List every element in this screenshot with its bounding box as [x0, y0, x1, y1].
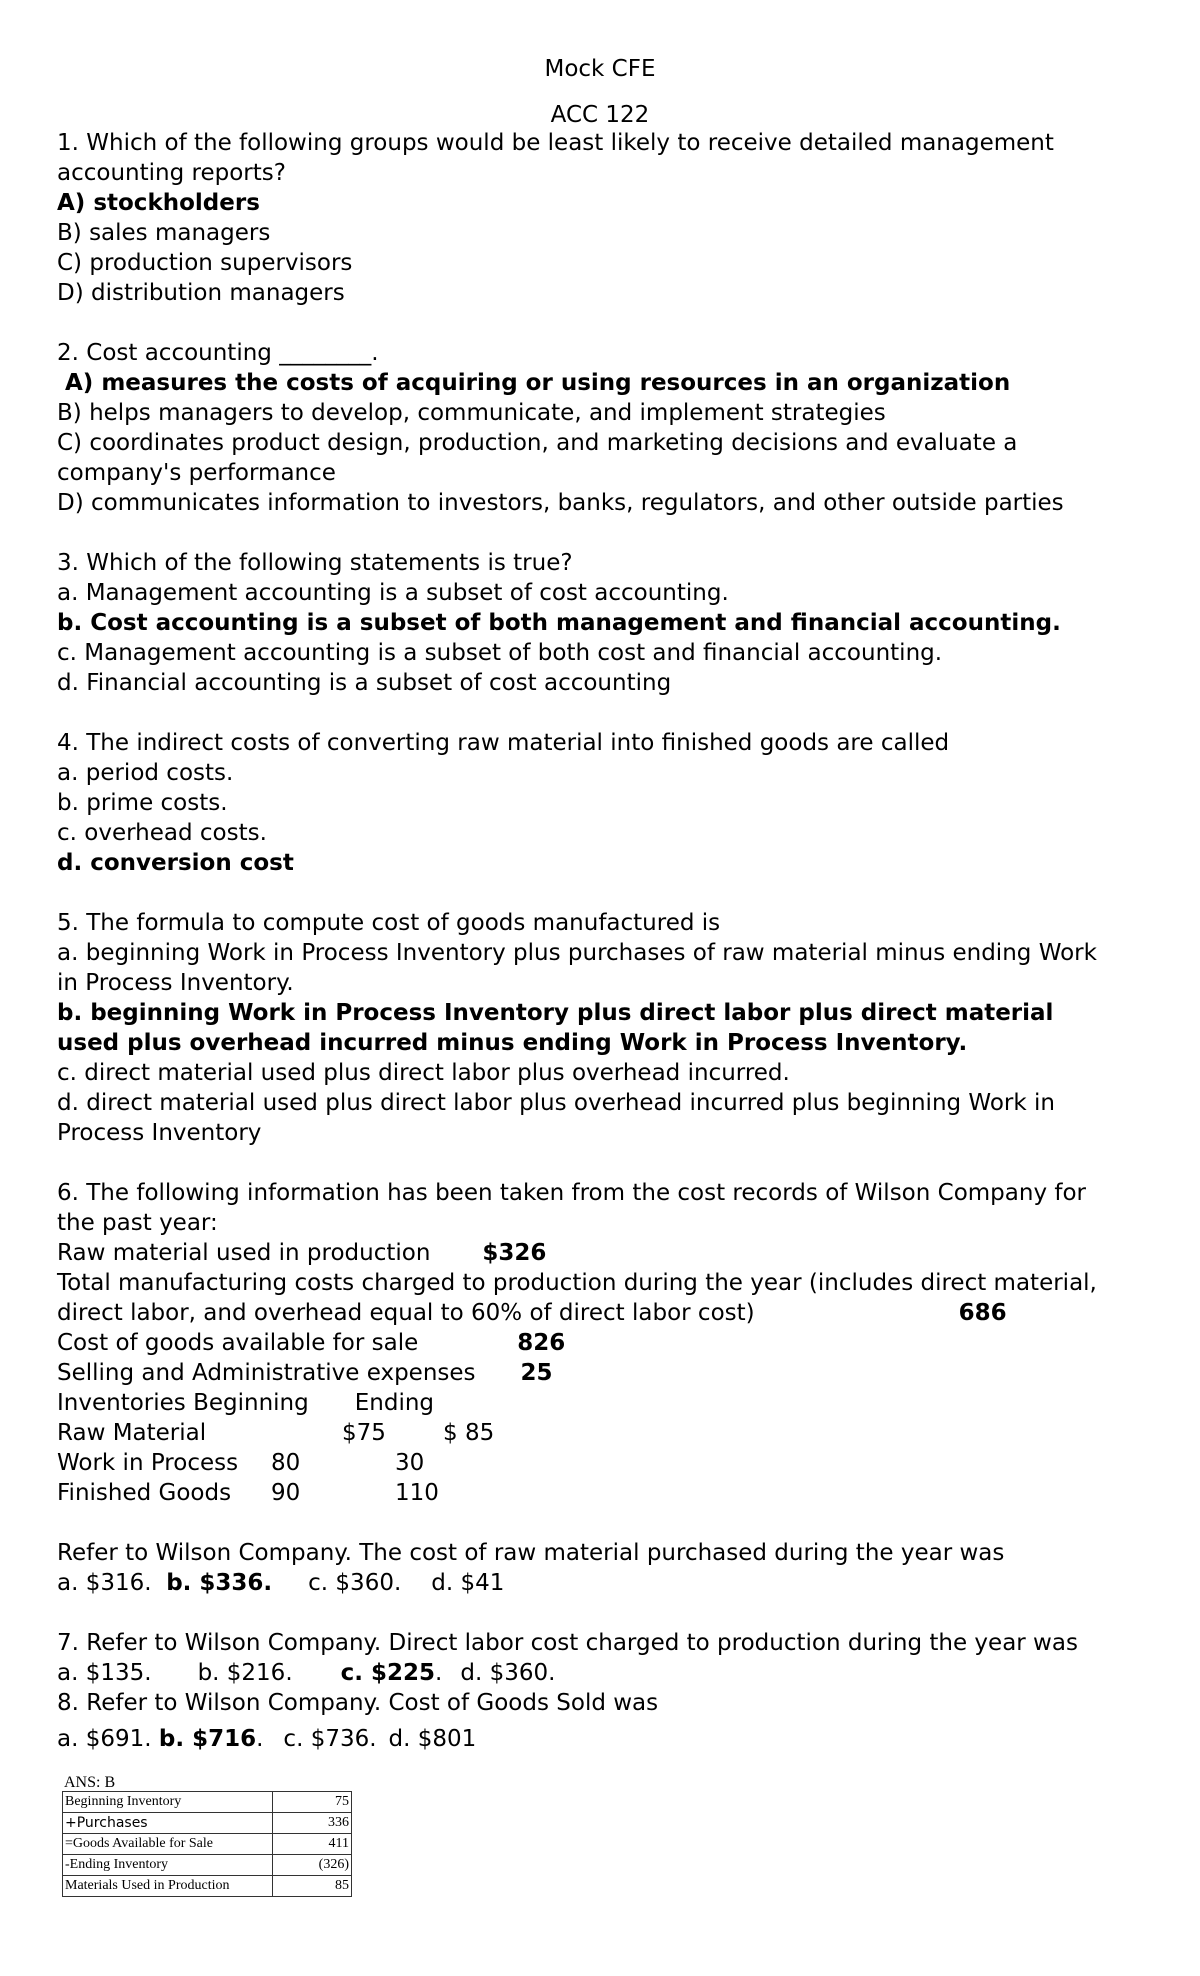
table-cell-value: 85 [273, 1876, 352, 1897]
q6-wip-label: Work in Process [57, 1450, 239, 1476]
table-row [63, 1855, 352, 1876]
q1-option-b: B) sales managers [57, 220, 271, 246]
q6-sae-label: Selling and Administrative expenses [57, 1360, 476, 1386]
q2-stem: 2. Cost accounting ________. [57, 340, 379, 366]
q5-option-a-line1: a. beginning Work in Process Inventory plus purchases of raw material minus ending Work [57, 940, 1097, 966]
q3-option-c: c. Management accounting is a subset of both cost and financial accounting. [57, 640, 943, 666]
q6-stem-line1: 6. The following information has been taken from the cost records of Wilson Company for [57, 1180, 1086, 1206]
q6-fg-end: 110 [395, 1480, 439, 1506]
q7-options [57, 1658, 1157, 1688]
q6-stem-line2: the past year: [57, 1210, 218, 1236]
q5-option-b-answer-line1: b. beginning Work in Process Inventory plus direct labor plus direct material [57, 1000, 1054, 1026]
q6-tmc-line1: Total manufacturing costs charged to production during the year (includes direct material, [57, 1270, 1097, 1296]
q3-option-d: d. Financial accounting is a subset of cost accounting [57, 670, 672, 696]
q1-stem-line1: 1. Which of the following groups would be least likely to receive detailed management [57, 130, 1054, 156]
q6-options [57, 1568, 1157, 1598]
document-title: Mock CFE [544, 56, 656, 82]
q6-wip-inventory [57, 1448, 1157, 1478]
table-cell-value: 75 [273, 1792, 352, 1813]
q3-stem: 3. Which of the following statements is true? [57, 550, 573, 576]
q6-rm-begin: $75 [342, 1420, 386, 1446]
q2-option-a-answer: A) measures the costs of acquiring or using resources in an organization [57, 370, 1011, 396]
table-cell-value: 336 [273, 1813, 352, 1834]
course-code: ACC 122 [550, 102, 650, 128]
table-cell-value: (326) [273, 1855, 352, 1876]
q8-option-d: d. $801 [388, 1726, 477, 1752]
q4-option-d-answer: d. conversion cost [57, 850, 294, 876]
q6-fg-label: Finished Goods [57, 1480, 232, 1506]
q2-option-c-line2: company's performance [57, 460, 336, 486]
q6-cogas-row [57, 1328, 1157, 1358]
q5-option-c: c. direct material used plus direct labor plus overhead incurred. [57, 1060, 790, 1086]
q6-raw-material-row [57, 1238, 1157, 1268]
q7-option-d: d. $360. [460, 1660, 556, 1686]
question-2 [57, 338, 1157, 518]
q1-option-c: C) production supervisors [57, 250, 353, 276]
q2-option-b: B) helps managers to develop, communicate, and implement strategies [57, 400, 886, 426]
q6-wip-end: 30 [395, 1450, 425, 1476]
q6-sae-row [57, 1358, 1157, 1388]
table-row [63, 1792, 352, 1813]
q7-option-a: a. $135. [57, 1660, 152, 1686]
q6-fg-inventory [57, 1478, 1157, 1508]
q6-tmc-value: 686 [958, 1300, 1007, 1326]
q6-inventory-header-begin: Inventories Beginning [57, 1390, 309, 1416]
questions-body [57, 128, 1157, 1754]
q6-raw-material-inventory [57, 1418, 1157, 1448]
table-cell-label: =Goods Available for Sale [63, 1834, 273, 1855]
question-3 [57, 548, 1157, 698]
q6-refer: Refer to Wilson Company. The cost of raw material purchased during the year was [57, 1540, 1005, 1566]
table-cell-label: Materials Used in Production [63, 1876, 273, 1897]
q6-fg-begin: 90 [271, 1480, 301, 1506]
q6-wip-begin: 80 [271, 1450, 301, 1476]
question-4 [57, 728, 1157, 878]
q4-option-b: b. prime costs. [57, 790, 228, 816]
table-cell-label: -Ending Inventory [63, 1855, 273, 1876]
q5-option-b-answer-line2: used plus overhead incurred minus ending Work in Process Inventory. [57, 1030, 968, 1056]
question-6 [57, 1178, 1157, 1598]
q6-option-b-answer: b. $336. [166, 1570, 273, 1596]
question-8 [57, 1688, 1157, 1754]
q6-inventory-header [57, 1388, 1157, 1418]
q6-option-d: d. $41 [431, 1570, 505, 1596]
q8-options [57, 1724, 1157, 1754]
q7-stem: 7. Refer to Wilson Company. Direct labor cost charged to production during the year was [57, 1630, 1078, 1656]
q7-option-c-answer: c. $225 [340, 1660, 436, 1686]
table-row [63, 1834, 352, 1855]
q4-option-a: a. period costs. [57, 760, 234, 786]
question-7 [57, 1628, 1157, 1688]
q4-stem: 4. The indirect costs of converting raw material into finished goods are called [57, 730, 950, 756]
q6-cogas-label: Cost of goods available for sale [57, 1330, 419, 1356]
q6-inventory-header-end: Ending [354, 1390, 435, 1416]
q6-tmc-line2: direct labor, and overhead equal to 60% of direct labor cost) [57, 1300, 755, 1326]
q8-stem: 8. Refer to Wilson Company. Cost of Goods Sold was [57, 1690, 659, 1716]
q6-raw-material-label: Raw material used in production [57, 1240, 431, 1266]
table-cell-label: +Purchases [63, 1813, 273, 1834]
q3-option-b-answer: b. Cost accounting is a subset of both management and financial accounting. [57, 610, 1061, 636]
q6-option-c: c. $360. [308, 1570, 402, 1596]
table-row [63, 1876, 352, 1897]
q4-option-c: c. overhead costs. [57, 820, 267, 846]
q3-option-a: a. Management accounting is a subset of cost accounting. [57, 580, 729, 606]
q6-option-a: a. $316. [57, 1570, 152, 1596]
q1-option-a-answer: A) stockholders [57, 190, 260, 216]
table-cell-label: Beginning Inventory [63, 1792, 273, 1813]
q8-option-c: c. $736. [283, 1726, 377, 1752]
q6-cogas-value: 826 [517, 1330, 566, 1356]
table-cell-value: 411 [273, 1834, 352, 1855]
q6-raw-material-value: $326 [482, 1240, 547, 1266]
q2-option-c-line1: C) coordinates product design, production, and marketing decisions and evaluate a [57, 430, 1018, 456]
answer-table-block [62, 1775, 357, 1897]
q6-sae-value: 25 [520, 1360, 553, 1386]
q5-stem: 5. The formula to compute cost of goods manufactured is [57, 910, 721, 936]
answer-table [62, 1791, 352, 1897]
q7-option-b: b. $216. [197, 1660, 293, 1686]
q5-option-d-line1: d. direct material used plus direct labor plus overhead incurred plus beginning Work in [57, 1090, 1055, 1116]
question-5 [57, 908, 1157, 1148]
q2-option-d: D) communicates information to investors, banks, regulators, and other outside parties [57, 490, 1064, 516]
q7-option-c-dot: . [435, 1660, 443, 1686]
q1-option-d: D) distribution managers [57, 280, 345, 306]
q6-rm-end: $ 85 [443, 1420, 495, 1446]
q5-option-d-line2: Process Inventory [57, 1120, 262, 1146]
answer-label: ANS: B [64, 1774, 116, 1791]
q6-rm-label: Raw Material [57, 1420, 207, 1446]
q6-tmc-row [57, 1298, 1157, 1328]
q5-option-a-line2: in Process Inventory. [57, 970, 294, 996]
q8-option-a: a. $691. [57, 1726, 152, 1752]
q8-option-b-dot: . [256, 1726, 264, 1752]
q1-stem-line2: accounting reports? [57, 160, 286, 186]
question-1 [57, 128, 1157, 308]
q8-option-b-answer: b. $716 [158, 1726, 257, 1752]
table-row [63, 1813, 352, 1834]
